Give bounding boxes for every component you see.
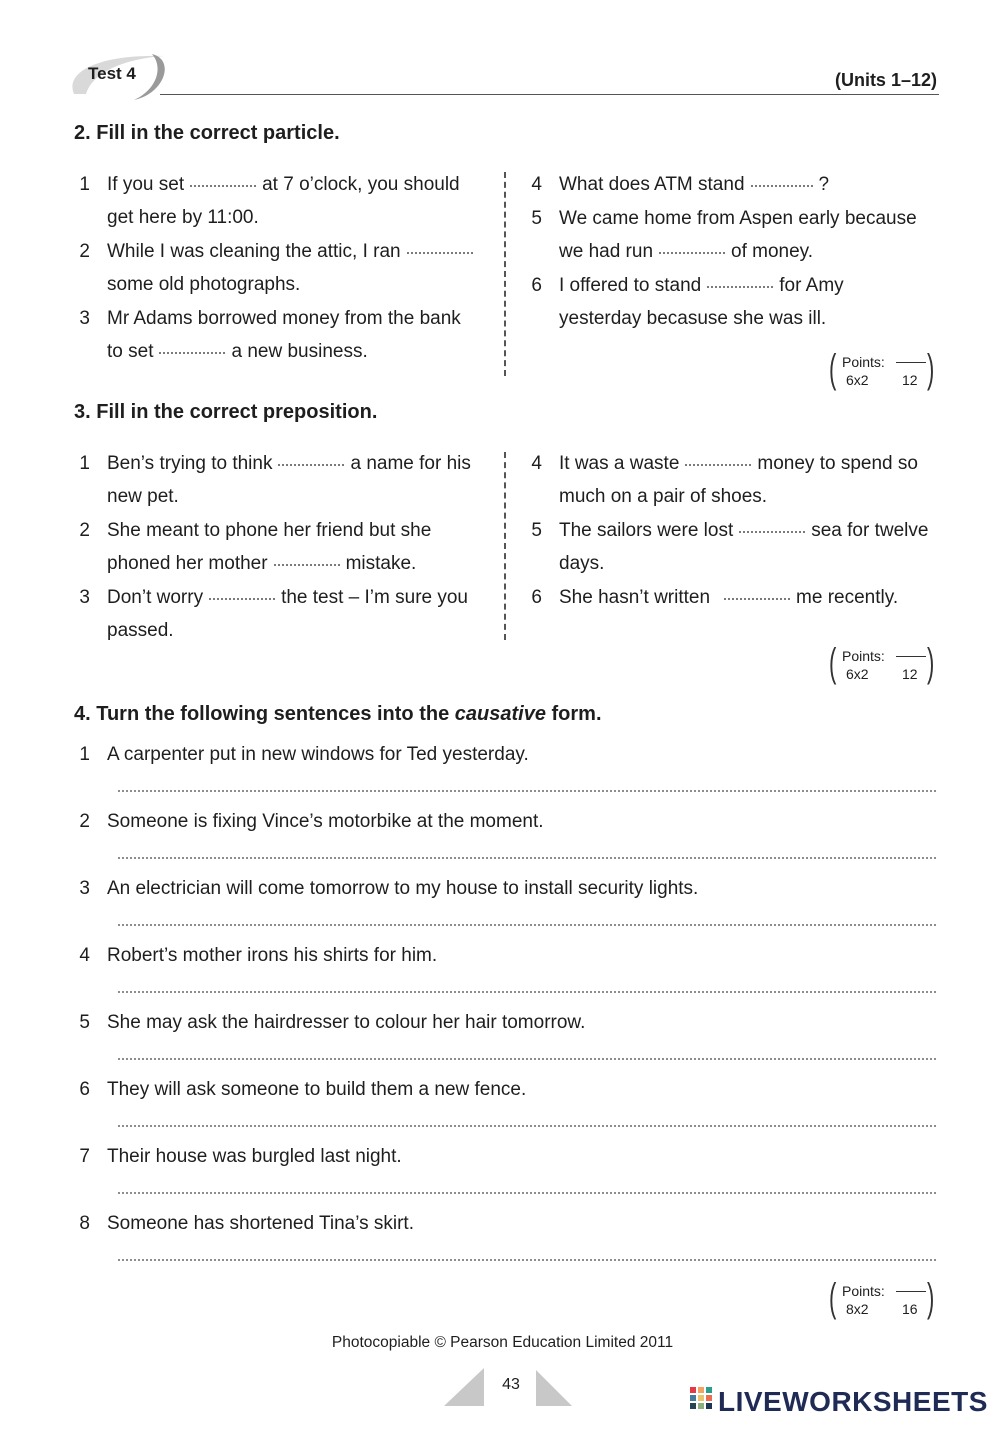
section3-right-list: 4 It was a waste money to spend so much on a pair of shoes. 5 The sailors were lost sea for twelve days. 6 She hasn’t written me recently.: [531, 453, 929, 608]
section4-title: 4. Turn the following sentences into the causative form.: [74, 703, 602, 725]
answer-line[interactable]: [118, 924, 936, 926]
answer-blank[interactable]: [209, 597, 275, 600]
answer-blank[interactable]: [659, 251, 725, 254]
answer-line[interactable]: [118, 1259, 936, 1261]
answer-blank[interactable]: [751, 184, 813, 187]
copyright-notice: Photocopiable © Pearson Education Limited 2011: [331, 1334, 674, 1351]
points-box: ( Points: 8x2 16 ): [828, 1276, 935, 1320]
answer-line[interactable]: [118, 857, 936, 859]
list-item: 5 She may ask the hairdresser to colour her hair tomorrow.: [70, 1006, 940, 1073]
list-item: 6 They will ask someone to build them a new fence.: [70, 1073, 940, 1140]
section3-left-list: 1 Ben’s trying to think a name for his new pet. 2 She meant to phone her friend but she phoned her mother mistake. 3 Don’t worry the test – I’m sure you passed.: [79, 453, 471, 641]
column-divider: [504, 172, 506, 376]
list-item: 2 Someone is fixing Vince’s motorbike at the moment.: [70, 805, 940, 872]
section4-list: [70, 738, 940, 1278]
answer-line[interactable]: [118, 790, 936, 792]
answer-blank[interactable]: [707, 285, 773, 288]
answer-line[interactable]: [118, 1192, 936, 1194]
answer-line[interactable]: [118, 1125, 936, 1127]
test-label: Test 4: [88, 64, 136, 83]
liveworksheets-logo-icon: [690, 1387, 718, 1415]
list-item: 1 A carpenter put in new windows for Ted yesterday.: [70, 738, 940, 805]
answer-blank[interactable]: [190, 184, 256, 187]
list-item: 3 An electrician will come tomorrow to my house to install security lights.: [70, 872, 940, 939]
points-box: ( Points: 6x2 12 ): [828, 641, 935, 685]
section2-title: 2. Fill in the correct particle.: [74, 122, 340, 144]
header-rule: [160, 94, 939, 95]
units-label: (Units 1–12): [834, 70, 937, 90]
page-number: 43: [502, 1376, 520, 1393]
answer-blank[interactable]: [278, 463, 344, 466]
liveworksheets-brand: LIVEWORKSHEETS: [718, 1386, 988, 1417]
answer-line[interactable]: [118, 1058, 936, 1060]
list-item: 4 Robert’s mother irons his shirts for him.: [70, 939, 940, 1006]
answer-line[interactable]: [118, 991, 936, 993]
answer-blank[interactable]: [407, 251, 473, 254]
answer-blank[interactable]: [724, 597, 790, 600]
answer-blank[interactable]: [159, 351, 225, 354]
answer-blank[interactable]: [739, 530, 805, 533]
section2-left-list: 1 If you set at 7 o’clock, you should get here by 11:00. 2 While I was cleaning the attic, I ran some old photographs. 3 Mr Adams borrowed money from the bank to set a new business.: [70, 168, 490, 378]
answer-blank[interactable]: [274, 563, 340, 566]
section3-title: 3. Fill in the correct preposition.: [74, 401, 378, 423]
answer-blank[interactable]: [685, 463, 751, 466]
column-divider: [504, 452, 506, 640]
points-box: ( Points: 6x2 12 ): [828, 347, 935, 391]
section2-right-list: 4 What does ATM stand ? 5 We came home from Aspen early because we had run of money. 6 I offered to stand for Amy yesterday becasuse she was ill.: [531, 174, 917, 329]
list-item: 7 Their house was burgled last night.: [70, 1140, 940, 1207]
list-item: 8 Someone has shortened Tina’s skirt.: [70, 1207, 940, 1274]
